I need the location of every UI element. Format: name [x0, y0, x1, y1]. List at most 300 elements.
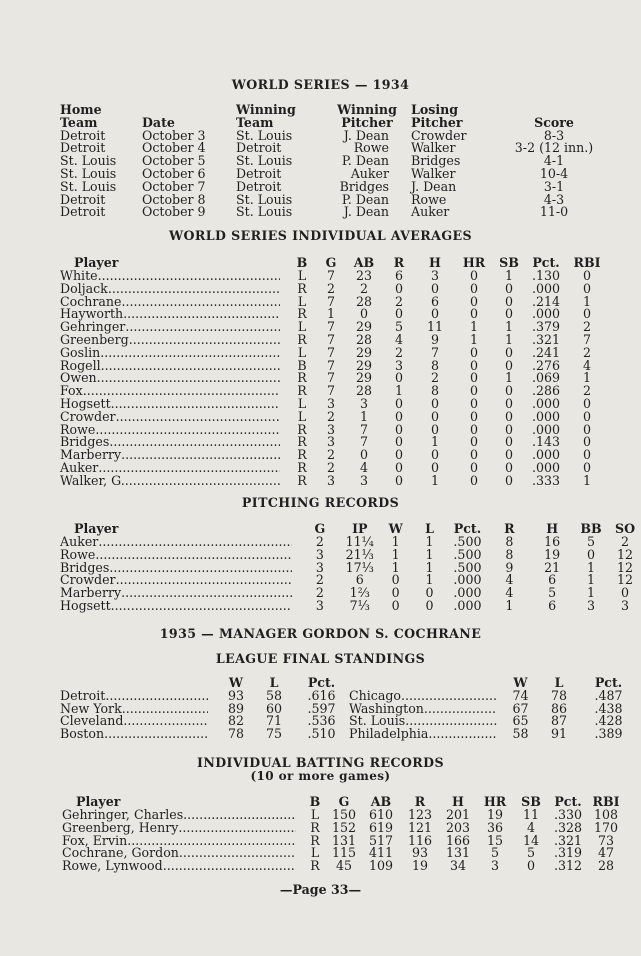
stat-cell: 19 [411, 858, 429, 874]
stat-cell: 0 [430, 306, 439, 322]
game-cell: 4-1 [543, 153, 565, 169]
standings-cell: .597 [307, 700, 336, 716]
stat-cell: 3 [394, 357, 403, 373]
dot-leader [101, 360, 280, 373]
game-row [60, 142, 599, 155]
stat-cell: B [297, 357, 307, 373]
stat-cell: R [297, 331, 307, 347]
stat-cell: 4 [526, 819, 535, 835]
world-series-1934-title: WORLD SERIES — 1934 [231, 77, 410, 92]
stat-cell: 0 [469, 344, 478, 360]
stat-cell: .214 [531, 293, 561, 309]
stat-cell: .000 [531, 280, 561, 296]
stat-cell: 17⅓ [345, 559, 374, 575]
stat-cell: 0 [394, 447, 403, 463]
game-cell: Auker [350, 165, 389, 181]
player-leader [60, 597, 292, 613]
batting-records-table [62, 795, 624, 873]
column-header: G [338, 794, 350, 810]
stat-cell: 0 [469, 408, 478, 424]
column-header: RBI [573, 255, 601, 271]
stat-cell: .000 [453, 597, 482, 613]
game-cell: Crowder [411, 127, 467, 143]
stat-cell: 28 [355, 383, 373, 399]
dot-leader [98, 462, 280, 475]
stat-cell: .500 [453, 546, 482, 562]
game-cell: Detroit [60, 204, 106, 220]
player-name: Gehringer, Charles [62, 807, 184, 822]
stat-cell: 170 [593, 819, 619, 835]
column-header: HR [483, 794, 507, 810]
game-cell: Auker [411, 204, 450, 220]
standings-cell: 78 [227, 726, 245, 742]
column-header: HR [462, 255, 486, 271]
stat-cell: 8 [430, 357, 439, 373]
game-cell: 3-2 (12 inn.) [514, 140, 594, 156]
game-cell: October 3 [142, 127, 206, 143]
stat-cell: 73 [597, 832, 615, 848]
stat-cell: 150 [331, 807, 357, 822]
stat-cell: 0 [430, 280, 439, 296]
stat-cell: 1 [430, 472, 439, 488]
stat-cell: 1 [391, 546, 400, 562]
stat-cell: R [297, 383, 307, 399]
individual-averages-table [60, 256, 606, 488]
stat-cell: .319 [553, 845, 583, 861]
game-cell: St. Louis [236, 204, 293, 220]
stat-cell: 9 [430, 331, 439, 347]
player-name: Greenberg, Henry [62, 819, 179, 835]
column-header: H [546, 521, 559, 537]
game-cell: St. Louis [60, 178, 117, 194]
pitching-records-table [60, 522, 641, 613]
standings-row [60, 715, 636, 728]
standings-cell: 86 [550, 700, 568, 716]
stat-cell: 0 [469, 268, 478, 283]
stat-cell: 1 [391, 559, 400, 575]
stat-cell: 0 [582, 434, 591, 450]
stat-cell: 3 [326, 395, 335, 411]
stat-cell: 7 [326, 383, 335, 399]
stat-cell: 29 [355, 357, 373, 373]
stat-cell: 29 [355, 370, 373, 386]
player-name: Bridges [60, 434, 110, 450]
column-header: Pct. [554, 794, 582, 810]
stat-cell: 0 [391, 572, 400, 588]
stat-cell: 5 [548, 585, 557, 601]
column-header: Team [60, 114, 98, 130]
dot-leader [83, 385, 280, 398]
player-name: Hogsett [60, 395, 111, 411]
game-cell: 10-4 [539, 165, 569, 181]
dot-leader [123, 715, 208, 728]
stat-cell: .500 [453, 534, 482, 549]
player-name: Rowe [60, 421, 96, 437]
stat-cell: 0 [469, 293, 478, 309]
stat-cell: 6 [430, 293, 439, 309]
stat-cell: 45 [335, 858, 353, 874]
stat-cell: 0 [469, 383, 478, 399]
player-cell [60, 536, 300, 549]
player-name: Marberry [60, 447, 122, 463]
dot-leader [104, 728, 208, 741]
stat-cell: .000 [531, 395, 561, 411]
stat-cell: 0 [394, 434, 403, 450]
stat-cell: .000 [453, 572, 482, 588]
stat-cell: 4 [582, 357, 591, 373]
player-name: Rogell [60, 357, 101, 373]
player-name: Fox [60, 383, 83, 399]
standings-cell: 65 [512, 713, 529, 729]
stat-cell: 109 [368, 858, 394, 874]
game-cell: 8-3 [543, 127, 565, 143]
column-header: W [388, 521, 403, 537]
individual-averages-title: WORLD SERIES INDIVIDUAL AVERAGES [169, 228, 472, 243]
stat-cell: 29 [355, 319, 373, 335]
column-header: Winning [337, 102, 397, 117]
team-leader [349, 728, 497, 741]
stat-cell: 3 [326, 421, 335, 437]
dot-leader [129, 334, 280, 347]
stat-cell: .286 [531, 383, 561, 399]
league-standings-table [60, 677, 636, 741]
game-cell: P. Dean [341, 191, 389, 207]
dot-leader [424, 703, 497, 716]
stat-cell: R [310, 819, 320, 835]
stat-cell: 93 [411, 845, 429, 861]
dot-leader [178, 822, 296, 835]
stat-cell: 5 [490, 845, 499, 861]
standings-row [60, 690, 636, 703]
game-row [60, 181, 599, 194]
game-cell: Detroit [60, 127, 106, 143]
column-header: Home [60, 102, 102, 117]
stat-cell: 6 [355, 572, 364, 588]
player-name: Auker [60, 459, 99, 475]
stat-cell: 19 [486, 807, 504, 822]
stat-cell: 0 [425, 597, 434, 613]
column-header: Team [236, 114, 274, 130]
stat-cell: 123 [407, 807, 433, 822]
player-name: Walker, G. [60, 472, 125, 488]
stat-cell: 5 [526, 845, 535, 861]
stat-cell: .321 [531, 331, 561, 347]
standings-cell: 60 [265, 700, 283, 716]
stat-cell: 15 [486, 832, 504, 848]
stat-cell: 1 [504, 268, 513, 283]
stat-cell: 1 [582, 293, 591, 309]
dot-leader [163, 860, 296, 873]
game-cell: Rowe [353, 140, 389, 156]
stat-cell: 108 [593, 807, 619, 822]
stat-cell: 1 [587, 585, 596, 601]
player-name: Rowe, Lynwood [62, 858, 163, 874]
stat-cell: 152 [331, 819, 357, 835]
standings-cell: 75 [265, 726, 283, 742]
stat-cell: L [310, 807, 320, 822]
stat-cell: 12 [616, 559, 634, 575]
column-header: IP [352, 521, 368, 537]
stat-cell: 166 [445, 832, 471, 848]
game-cell: October 4 [142, 140, 206, 156]
stat-cell: 3 [326, 472, 335, 488]
stat-cell: 0 [394, 421, 403, 437]
stat-cell: 1 [505, 597, 514, 613]
stat-cell: 0 [469, 395, 478, 411]
stat-cell: 0 [469, 306, 478, 322]
stat-cell: 1 [469, 331, 478, 347]
stat-cell: 36 [486, 819, 504, 835]
column-header: L [425, 521, 434, 537]
dot-leader [183, 809, 296, 822]
game-cell: Rowe [411, 191, 447, 207]
stat-cell: 5 [587, 534, 596, 549]
stat-cell: 0 [430, 447, 439, 463]
stat-cell: 4 [394, 331, 403, 347]
stat-cell: 0 [359, 447, 368, 463]
game-cell: St. Louis [236, 153, 293, 169]
stat-cell: 14 [522, 832, 540, 848]
standings-row [60, 703, 636, 716]
stat-cell: 0 [504, 306, 513, 322]
stat-cell: .500 [453, 559, 482, 575]
game-cell: Detroit [60, 191, 106, 207]
stat-cell: 0 [394, 370, 403, 386]
column-header: SB [521, 794, 541, 810]
game-cell: St. Louis [60, 165, 117, 181]
player-name: Cochrane [60, 293, 122, 309]
team-name: St. Louis [349, 713, 406, 729]
standings-cell: .487 [594, 687, 623, 703]
stat-cell: 2 [582, 319, 591, 335]
player-name: Auker [60, 534, 99, 549]
stat-cell: R [297, 421, 307, 437]
stat-cell: 21⅓ [345, 546, 374, 562]
stat-cell: 0 [359, 306, 368, 322]
stat-cell: 0 [469, 472, 478, 488]
column-header: BB [580, 521, 602, 537]
season-1935-title: 1935 — MANAGER GORDON S. COCHRANE [159, 626, 482, 641]
stat-cell: L [310, 845, 320, 861]
dot-leader [123, 308, 280, 321]
stat-cell: 9 [505, 559, 514, 575]
stat-cell: 2 [315, 572, 324, 588]
standings-cell: 91 [550, 726, 568, 742]
stat-cell: 0 [430, 421, 439, 437]
player-name: Goslin [60, 344, 101, 360]
stat-cell: L [297, 268, 307, 283]
stat-cell: 3 [587, 597, 596, 613]
stat-cell: 0 [504, 293, 513, 309]
stat-cell: L [297, 344, 307, 360]
stat-cell: 12 [616, 572, 634, 588]
stat-cell: 0 [587, 546, 596, 562]
stat-cell: 7 [582, 331, 591, 347]
stat-cell: 0 [391, 597, 400, 613]
stat-cell: 0 [469, 280, 478, 296]
dot-leader [116, 574, 292, 587]
stat-cell: .000 [531, 459, 561, 475]
stat-cell: 1 [587, 572, 596, 588]
game-cell: Detroit [236, 140, 282, 156]
stat-cell: 7 [326, 370, 335, 386]
column-header: AB [370, 794, 392, 810]
column-header: R [414, 794, 426, 810]
column-header: Pct. [532, 255, 560, 271]
stat-cell: 0 [504, 472, 513, 488]
page-number: —Page 33— [279, 882, 362, 897]
team-name: Washington [349, 700, 424, 716]
column-header: Pct. [453, 521, 482, 537]
stat-cell: 0 [504, 357, 513, 373]
stat-cell: .143 [531, 434, 561, 450]
stat-cell: 28 [597, 858, 615, 874]
stat-cell: 0 [582, 268, 591, 283]
column-header: AB [353, 255, 375, 271]
stat-cell: 0 [582, 408, 591, 424]
stat-cell: 2 [394, 344, 403, 360]
standings-cell: 89 [227, 700, 245, 716]
standings-cell: 78 [550, 687, 568, 703]
player-name: Bridges [60, 559, 110, 575]
stat-cell: 0 [504, 434, 513, 450]
stat-cell: 23 [355, 268, 373, 283]
stat-cell: 1 [582, 370, 591, 386]
standings-cell: .536 [307, 713, 336, 729]
stat-cell: 1 [425, 546, 434, 562]
column-header: Winning [236, 102, 296, 117]
stat-cell: 7 [430, 344, 439, 360]
stat-cell: 0 [469, 447, 478, 463]
stat-cell: 1 [425, 534, 434, 549]
stat-cell: 0 [469, 421, 478, 437]
game-cell: J. Dean [411, 178, 457, 194]
stat-cell: 610 [368, 807, 394, 822]
stat-cell: 0 [391, 585, 400, 601]
dot-leader [121, 587, 292, 600]
dot-leader [98, 270, 280, 283]
stat-cell: 2 [621, 534, 630, 549]
column-header: H [429, 255, 441, 271]
stat-cell: 7 [326, 293, 335, 309]
game-cell: 3-1 [543, 178, 565, 194]
column-header: B [309, 794, 321, 810]
player-name: Fox, Ervin [62, 832, 128, 848]
stat-cell: L [297, 319, 307, 335]
dot-leader [95, 549, 292, 562]
stat-cell: 1 [326, 306, 335, 322]
dot-leader [97, 372, 280, 385]
standings-cell: 58 [265, 687, 283, 703]
player-row [60, 475, 606, 488]
standings-title: LEAGUE FINAL STANDINGS [215, 651, 426, 666]
column-header: L [269, 675, 279, 690]
stat-cell: .333 [531, 472, 561, 488]
column-header: G [325, 255, 337, 271]
stat-cell: 1 [587, 559, 596, 575]
game-cell: October 6 [142, 165, 206, 181]
stat-cell: .241 [531, 344, 561, 360]
stat-cell: 3 [490, 858, 499, 874]
dot-leader [111, 600, 292, 613]
stat-cell: 4 [505, 572, 514, 588]
stat-cell: .330 [553, 807, 583, 822]
standings-cell: .438 [594, 700, 623, 716]
game-cell: Walker [411, 165, 456, 181]
stat-cell: 6 [548, 572, 557, 588]
game-cell: St. Louis [60, 153, 117, 169]
team-leader [60, 728, 208, 741]
stat-cell: 47 [597, 845, 615, 861]
column-header: Player [76, 794, 121, 810]
stat-cell: 7 [326, 331, 335, 347]
dot-leader [109, 562, 292, 575]
stat-cell: 12 [616, 546, 634, 562]
stat-cell: 0 [582, 421, 591, 437]
player-name: Rowe [60, 546, 96, 562]
column-header: H [452, 794, 464, 810]
player-name: Marberry [60, 585, 122, 601]
stat-cell: 1⅔ [349, 585, 370, 601]
stat-cell: 0 [430, 408, 439, 424]
stat-cell: 0 [504, 383, 513, 399]
stat-cell: 0 [504, 280, 513, 296]
stat-cell: 7 [326, 357, 335, 373]
stat-cell: .069 [531, 370, 561, 386]
dot-leader [122, 703, 208, 716]
player-name: White [60, 268, 98, 283]
team-name: Chicago [349, 687, 401, 703]
stat-cell: 0 [504, 447, 513, 463]
stat-cell: 6 [548, 597, 557, 613]
game-cell: St. Louis [236, 127, 293, 143]
stat-cell: 16 [544, 534, 561, 549]
stat-cell: 1 [504, 331, 513, 347]
player-leader [62, 860, 296, 873]
standings-row [60, 728, 636, 741]
stat-cell: 4 [505, 585, 514, 601]
pitcher-row [60, 600, 641, 613]
game-cell: J. Dean [343, 204, 389, 220]
stat-cell: 28 [355, 331, 373, 347]
stat-cell: 2 [326, 459, 335, 475]
player-name: Greenberg [60, 331, 129, 347]
stat-cell: 0 [504, 344, 513, 360]
column-header: Player [74, 255, 119, 271]
batter-row [62, 860, 624, 873]
stat-cell: 3 [326, 434, 335, 450]
stat-cell: L [297, 293, 307, 309]
stat-cell: 11¼ [345, 534, 374, 549]
stat-cell: .000 [453, 585, 482, 601]
column-header: Player [74, 521, 119, 537]
stat-cell: 0 [394, 395, 403, 411]
stat-cell: 116 [407, 832, 433, 848]
stat-cell: 0 [582, 459, 591, 475]
stat-cell: 8 [505, 546, 514, 562]
stat-cell: R [310, 832, 320, 848]
column-header: L [554, 675, 564, 690]
batting-records-subtitle: (10 or more games) [250, 769, 391, 783]
stat-cell: 7 [326, 268, 335, 283]
team-name: Detroit [60, 687, 106, 703]
stat-cell: 1 [504, 370, 513, 386]
standings-cell: 93 [227, 687, 245, 703]
world-series-games-table [60, 104, 599, 219]
stat-cell: 29 [355, 344, 373, 360]
game-cell: October 7 [142, 178, 206, 194]
stat-cell: 201 [445, 807, 471, 822]
